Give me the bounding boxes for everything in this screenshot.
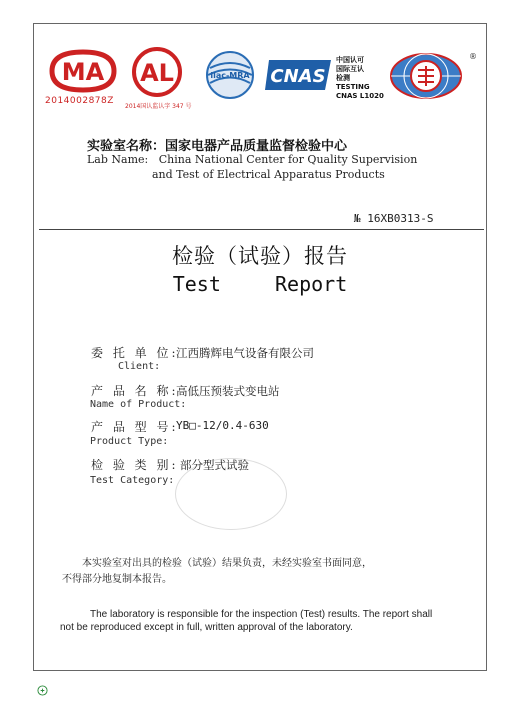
report-number: № 16XB0313-S (354, 212, 434, 225)
test-category-value: 部分型式试验 (180, 458, 249, 472)
product-type-label-cn: 产 品 型 号: (91, 420, 179, 434)
cnas-accreditation-text (336, 56, 384, 101)
client-label-cn: 委 托 单 位: (91, 346, 179, 360)
product-type-label-en: Product Type: (90, 436, 169, 447)
disclaimer-en-line1: The laboratory is responsible for the inspection (Test) results. The report shall (90, 609, 433, 620)
disclaimer-cn-line1: 本实验室对出具的检验（试验）结果负责，未经实验室书面同意， (82, 558, 372, 569)
test-category-label-cn: 检 验 类 别: (91, 458, 179, 472)
svg-text:MA: MA (61, 58, 105, 86)
test-category-label-en: Test Category: (90, 475, 175, 486)
disclaimer-en-line2: not be reproduced except in full, written approval of the laboratory. (60, 622, 353, 633)
disclaimer-cn-line2: 不得部分地复制本报告。 (62, 574, 172, 585)
ma-code: 2014002878Z (45, 96, 114, 106)
cnas-line-3: 检测 (336, 74, 350, 82)
cnas-line-2: 国际互认 (336, 65, 364, 73)
cal-logo-icon (128, 46, 186, 100)
product-name-label-en: Name of Product: (90, 399, 187, 410)
cnas-line-4: TESTING (336, 83, 370, 91)
svg-text:CNAS: CNAS (270, 66, 326, 87)
cnas-logo-icon (263, 54, 333, 94)
registered-mark: ® (469, 52, 477, 61)
cma-logo-icon (44, 48, 122, 94)
product-type-value: YB□-12/0.4-630 (176, 419, 269, 432)
cnas-line-5: CNAS L1020 (336, 92, 384, 100)
lab-name-en-line2: and Test of Electrical Apparatus Products (152, 168, 385, 181)
corner-mark-icon (37, 685, 48, 696)
lab-name-en-line1: Lab Name: China National Center for Quality Supervision (87, 153, 418, 166)
svg-text:AL: AL (140, 59, 174, 87)
title-cn: 检验（试验）报告 (172, 244, 348, 268)
cnas-line-1: 中国认可 (336, 56, 364, 64)
globe-logo-icon (388, 50, 464, 102)
lab-name-cn: 实验室名称：国家电器产品质量监督检验中心 (87, 139, 348, 154)
svg-text:ilac-MRA: ilac-MRA (210, 71, 250, 80)
ilac-mra-logo-icon (202, 50, 258, 100)
client-label-en: Client: (118, 361, 161, 372)
report-number-divider (39, 229, 484, 230)
product-name-value: 高低压预装式变电站 (176, 384, 280, 398)
title-en: Test Report (172, 272, 348, 296)
product-name-label-cn: 产 品 名 称: (91, 384, 179, 398)
accreditation-logos (36, 44, 486, 114)
faint-seal-stamp (175, 458, 287, 530)
client-value: 江西腾辉电气设备有限公司 (176, 346, 314, 360)
cal-code: 2014国认监认字 347 号 (125, 103, 192, 110)
